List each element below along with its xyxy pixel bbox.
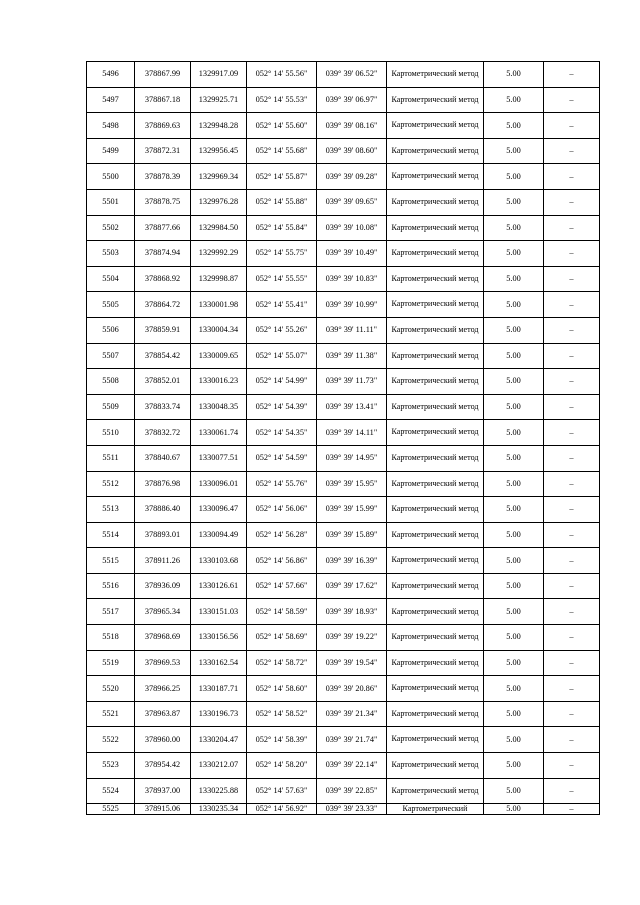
longitude-cell: 039° 39' 16.39"	[317, 548, 387, 574]
latitude-cell: 052° 14' 55.41"	[247, 292, 317, 318]
accuracy-cell: 5.00	[484, 676, 544, 702]
note-cell: –	[544, 445, 600, 471]
longitude-cell: 039° 39' 15.89"	[317, 522, 387, 548]
accuracy-cell: 5.00	[484, 164, 544, 190]
y-coordinate-cell: 1330187.71	[191, 676, 247, 702]
table-row	[87, 292, 600, 318]
x-coordinate-cell: 378936.09	[135, 573, 191, 599]
longitude-cell: 039° 39' 15.99"	[317, 497, 387, 523]
longitude-cell: 039° 39' 10.83"	[317, 266, 387, 292]
note-cell: –	[544, 599, 600, 625]
point-number-cell: 5519	[87, 650, 135, 676]
method-cell: Картометрический метод	[387, 317, 484, 343]
latitude-cell: 052° 14' 58.60"	[247, 676, 317, 702]
y-coordinate-cell: 1330048.35	[191, 394, 247, 420]
x-coordinate-cell: 378966.25	[135, 676, 191, 702]
latitude-cell: 052° 14' 54.39"	[247, 394, 317, 420]
y-coordinate-cell: 1329976.28	[191, 189, 247, 215]
table-row	[87, 113, 600, 139]
table-row	[87, 625, 600, 651]
accuracy-cell: 5.00	[484, 138, 544, 164]
x-coordinate-cell: 378969.53	[135, 650, 191, 676]
longitude-cell: 039° 39' 08.16"	[317, 113, 387, 139]
table-row	[87, 266, 600, 292]
x-coordinate-cell: 378859.91	[135, 317, 191, 343]
accuracy-cell: 5.00	[484, 87, 544, 113]
x-coordinate-cell: 378867.99	[135, 62, 191, 88]
note-cell: –	[544, 548, 600, 574]
table-row	[87, 62, 600, 88]
latitude-cell: 052° 14' 55.68"	[247, 138, 317, 164]
y-coordinate-cell: 1330077.51	[191, 445, 247, 471]
method-cell: Картометрический метод	[387, 62, 484, 88]
x-coordinate-cell: 378840.67	[135, 445, 191, 471]
y-coordinate-cell: 1330094.49	[191, 522, 247, 548]
note-cell: –	[544, 241, 600, 267]
point-number-cell: 5523	[87, 753, 135, 779]
y-coordinate-cell: 1329917.09	[191, 62, 247, 88]
latitude-cell: 052° 14' 56.92"	[247, 804, 317, 815]
y-coordinate-cell: 1330162.54	[191, 650, 247, 676]
accuracy-cell: 5.00	[484, 727, 544, 753]
table-row	[87, 650, 600, 676]
accuracy-cell: 5.00	[484, 343, 544, 369]
table-body	[87, 62, 600, 815]
point-number-cell: 5501	[87, 189, 135, 215]
y-coordinate-cell: 1330004.34	[191, 317, 247, 343]
table-row	[87, 445, 600, 471]
accuracy-cell: 5.00	[484, 778, 544, 804]
point-number-cell: 5503	[87, 241, 135, 267]
x-coordinate-cell: 378954.42	[135, 753, 191, 779]
accuracy-cell: 5.00	[484, 420, 544, 446]
longitude-cell: 039° 39' 09.65"	[317, 189, 387, 215]
accuracy-cell: 5.00	[484, 650, 544, 676]
point-number-cell: 5522	[87, 727, 135, 753]
latitude-cell: 052° 14' 58.39"	[247, 727, 317, 753]
longitude-cell: 039° 39' 22.85"	[317, 778, 387, 804]
latitude-cell: 052° 14' 55.07"	[247, 343, 317, 369]
y-coordinate-cell: 1330235.34	[191, 804, 247, 815]
y-coordinate-cell: 1330196.73	[191, 701, 247, 727]
note-cell: –	[544, 113, 600, 139]
method-cell: Картометрический	[387, 804, 484, 815]
method-cell: Картометрический метод	[387, 471, 484, 497]
point-number-cell: 5500	[87, 164, 135, 190]
longitude-cell: 039° 39' 22.14"	[317, 753, 387, 779]
method-cell: Картометрический метод	[387, 343, 484, 369]
method-cell: Картометрический метод	[387, 369, 484, 395]
x-coordinate-cell: 378854.42	[135, 343, 191, 369]
latitude-cell: 052° 14' 55.55"	[247, 266, 317, 292]
x-coordinate-cell: 378965.34	[135, 599, 191, 625]
table-row	[87, 522, 600, 548]
table-row	[87, 676, 600, 702]
y-coordinate-cell: 1329925.71	[191, 87, 247, 113]
x-coordinate-cell: 378915.06	[135, 804, 191, 815]
x-coordinate-cell: 378878.39	[135, 164, 191, 190]
point-number-cell: 5510	[87, 420, 135, 446]
latitude-cell: 052° 14' 58.52"	[247, 701, 317, 727]
table-row	[87, 804, 600, 815]
point-number-cell: 5502	[87, 215, 135, 241]
accuracy-cell: 5.00	[484, 445, 544, 471]
note-cell: –	[544, 394, 600, 420]
table-row	[87, 343, 600, 369]
note-cell: –	[544, 804, 600, 815]
accuracy-cell: 5.00	[484, 625, 544, 651]
longitude-cell: 039° 39' 15.95"	[317, 471, 387, 497]
y-coordinate-cell: 1329969.34	[191, 164, 247, 190]
x-coordinate-cell: 378886.40	[135, 497, 191, 523]
longitude-cell: 039° 39' 06.52"	[317, 62, 387, 88]
x-coordinate-cell: 378876.98	[135, 471, 191, 497]
method-cell: Картометрический метод	[387, 445, 484, 471]
note-cell: –	[544, 778, 600, 804]
method-cell: Картометрический метод	[387, 420, 484, 446]
table-row	[87, 215, 600, 241]
table-row	[87, 394, 600, 420]
x-coordinate-cell: 378877.66	[135, 215, 191, 241]
table-row	[87, 727, 600, 753]
y-coordinate-cell: 1330204.47	[191, 727, 247, 753]
note-cell: –	[544, 753, 600, 779]
table-row	[87, 164, 600, 190]
latitude-cell: 052° 14' 55.53"	[247, 87, 317, 113]
longitude-cell: 039° 39' 21.34"	[317, 701, 387, 727]
accuracy-cell: 5.00	[484, 548, 544, 574]
x-coordinate-cell: 378833.74	[135, 394, 191, 420]
note-cell: –	[544, 215, 600, 241]
y-coordinate-cell: 1330061.74	[191, 420, 247, 446]
y-coordinate-cell: 1330096.47	[191, 497, 247, 523]
latitude-cell: 052° 14' 58.20"	[247, 753, 317, 779]
y-coordinate-cell: 1330151.03	[191, 599, 247, 625]
method-cell: Картометрический метод	[387, 573, 484, 599]
latitude-cell: 052° 14' 56.06"	[247, 497, 317, 523]
longitude-cell: 039° 39' 06.97"	[317, 87, 387, 113]
longitude-cell: 039° 39' 19.54"	[317, 650, 387, 676]
table-row	[87, 573, 600, 599]
longitude-cell: 039° 39' 11.73"	[317, 369, 387, 395]
accuracy-cell: 5.00	[484, 522, 544, 548]
accuracy-cell: 5.00	[484, 804, 544, 815]
method-cell: Картометрический метод	[387, 599, 484, 625]
latitude-cell: 052° 14' 55.75"	[247, 241, 317, 267]
point-number-cell: 5505	[87, 292, 135, 318]
note-cell: –	[544, 343, 600, 369]
x-coordinate-cell: 378878.75	[135, 189, 191, 215]
accuracy-cell: 5.00	[484, 369, 544, 395]
method-cell: Картометрический метод	[387, 522, 484, 548]
x-coordinate-cell: 378874.94	[135, 241, 191, 267]
note-cell: –	[544, 317, 600, 343]
point-number-cell: 5506	[87, 317, 135, 343]
method-cell: Картометрический метод	[387, 625, 484, 651]
y-coordinate-cell: 1330096.01	[191, 471, 247, 497]
point-number-cell: 5521	[87, 701, 135, 727]
x-coordinate-cell: 378869.63	[135, 113, 191, 139]
longitude-cell: 039° 39' 23.33"	[317, 804, 387, 815]
x-coordinate-cell: 378852.01	[135, 369, 191, 395]
point-number-cell: 5518	[87, 625, 135, 651]
x-coordinate-cell: 378960.00	[135, 727, 191, 753]
longitude-cell: 039° 39' 10.99"	[317, 292, 387, 318]
y-coordinate-cell: 1330009.65	[191, 343, 247, 369]
point-number-cell: 5525	[87, 804, 135, 815]
table-row	[87, 369, 600, 395]
latitude-cell: 052° 14' 57.66"	[247, 573, 317, 599]
method-cell: Картометрический метод	[387, 394, 484, 420]
latitude-cell: 052° 14' 58.69"	[247, 625, 317, 651]
table-row	[87, 778, 600, 804]
x-coordinate-cell: 378864.72	[135, 292, 191, 318]
x-coordinate-cell: 378872.31	[135, 138, 191, 164]
latitude-cell: 052° 14' 55.84"	[247, 215, 317, 241]
note-cell: –	[544, 369, 600, 395]
x-coordinate-cell: 378968.69	[135, 625, 191, 651]
point-number-cell: 5516	[87, 573, 135, 599]
latitude-cell: 052° 14' 57.63"	[247, 778, 317, 804]
x-coordinate-cell: 378963.87	[135, 701, 191, 727]
latitude-cell: 052° 14' 55.87"	[247, 164, 317, 190]
note-cell: –	[544, 727, 600, 753]
longitude-cell: 039° 39' 21.74"	[317, 727, 387, 753]
note-cell: –	[544, 650, 600, 676]
method-cell: Картометрический метод	[387, 164, 484, 190]
method-cell: Картометрический метод	[387, 241, 484, 267]
table-row	[87, 87, 600, 113]
accuracy-cell: 5.00	[484, 266, 544, 292]
table-row	[87, 241, 600, 267]
point-number-cell: 5497	[87, 87, 135, 113]
method-cell: Картометрический метод	[387, 727, 484, 753]
latitude-cell: 052° 14' 56.28"	[247, 522, 317, 548]
table-row	[87, 701, 600, 727]
point-number-cell: 5496	[87, 62, 135, 88]
x-coordinate-cell: 378893.01	[135, 522, 191, 548]
point-number-cell: 5511	[87, 445, 135, 471]
note-cell: –	[544, 522, 600, 548]
y-coordinate-cell: 1329998.87	[191, 266, 247, 292]
longitude-cell: 039° 39' 10.08"	[317, 215, 387, 241]
note-cell: –	[544, 676, 600, 702]
accuracy-cell: 5.00	[484, 241, 544, 267]
table-row	[87, 599, 600, 625]
method-cell: Картометрический метод	[387, 113, 484, 139]
table-row	[87, 753, 600, 779]
table-row	[87, 189, 600, 215]
method-cell: Картометрический метод	[387, 189, 484, 215]
note-cell: –	[544, 625, 600, 651]
latitude-cell: 052° 14' 58.72"	[247, 650, 317, 676]
method-cell: Картометрический метод	[387, 676, 484, 702]
accuracy-cell: 5.00	[484, 292, 544, 318]
longitude-cell: 039° 39' 11.38"	[317, 343, 387, 369]
accuracy-cell: 5.00	[484, 189, 544, 215]
accuracy-cell: 5.00	[484, 753, 544, 779]
method-cell: Картометрический метод	[387, 778, 484, 804]
method-cell: Картометрический метод	[387, 215, 484, 241]
accuracy-cell: 5.00	[484, 62, 544, 88]
table-row	[87, 420, 600, 446]
longitude-cell: 039° 39' 14.95"	[317, 445, 387, 471]
longitude-cell: 039° 39' 17.62"	[317, 573, 387, 599]
x-coordinate-cell: 378868.92	[135, 266, 191, 292]
latitude-cell: 052° 14' 58.59"	[247, 599, 317, 625]
accuracy-cell: 5.00	[484, 497, 544, 523]
note-cell: –	[544, 138, 600, 164]
note-cell: –	[544, 471, 600, 497]
table-row	[87, 317, 600, 343]
latitude-cell: 052° 14' 54.59"	[247, 445, 317, 471]
point-number-cell: 5507	[87, 343, 135, 369]
latitude-cell: 052° 14' 56.86"	[247, 548, 317, 574]
accuracy-cell: 5.00	[484, 113, 544, 139]
longitude-cell: 039° 39' 09.28"	[317, 164, 387, 190]
longitude-cell: 039° 39' 18.93"	[317, 599, 387, 625]
method-cell: Картометрический метод	[387, 548, 484, 574]
latitude-cell: 052° 14' 55.76"	[247, 471, 317, 497]
y-coordinate-cell: 1329984.50	[191, 215, 247, 241]
y-coordinate-cell: 1330156.56	[191, 625, 247, 651]
method-cell: Картометрический метод	[387, 701, 484, 727]
accuracy-cell: 5.00	[484, 471, 544, 497]
accuracy-cell: 5.00	[484, 394, 544, 420]
point-number-cell: 5524	[87, 778, 135, 804]
note-cell: –	[544, 87, 600, 113]
accuracy-cell: 5.00	[484, 215, 544, 241]
coordinates-table	[86, 61, 600, 815]
longitude-cell: 039° 39' 08.60"	[317, 138, 387, 164]
note-cell: –	[544, 62, 600, 88]
method-cell: Картометрический метод	[387, 266, 484, 292]
latitude-cell: 052° 14' 54.99"	[247, 369, 317, 395]
longitude-cell: 039° 39' 20.86"	[317, 676, 387, 702]
point-number-cell: 5499	[87, 138, 135, 164]
y-coordinate-cell: 1330016.23	[191, 369, 247, 395]
point-number-cell: 5498	[87, 113, 135, 139]
method-cell: Картометрический метод	[387, 650, 484, 676]
longitude-cell: 039° 39' 14.11"	[317, 420, 387, 446]
point-number-cell: 5514	[87, 522, 135, 548]
x-coordinate-cell: 378867.18	[135, 87, 191, 113]
table-row	[87, 471, 600, 497]
note-cell: –	[544, 701, 600, 727]
y-coordinate-cell: 1329948.28	[191, 113, 247, 139]
y-coordinate-cell: 1330126.61	[191, 573, 247, 599]
latitude-cell: 052° 14' 55.60"	[247, 113, 317, 139]
x-coordinate-cell: 378832.72	[135, 420, 191, 446]
accuracy-cell: 5.00	[484, 573, 544, 599]
y-coordinate-cell: 1329992.29	[191, 241, 247, 267]
y-coordinate-cell: 1330212.07	[191, 753, 247, 779]
point-number-cell: 5508	[87, 369, 135, 395]
x-coordinate-cell: 378911.26	[135, 548, 191, 574]
point-number-cell: 5517	[87, 599, 135, 625]
latitude-cell: 052° 14' 55.56"	[247, 62, 317, 88]
y-coordinate-cell: 1330103.68	[191, 548, 247, 574]
y-coordinate-cell: 1329956.45	[191, 138, 247, 164]
longitude-cell: 039° 39' 19.22"	[317, 625, 387, 651]
accuracy-cell: 5.00	[484, 701, 544, 727]
point-number-cell: 5512	[87, 471, 135, 497]
note-cell: –	[544, 164, 600, 190]
accuracy-cell: 5.00	[484, 599, 544, 625]
y-coordinate-cell: 1330225.88	[191, 778, 247, 804]
latitude-cell: 052° 14' 54.35"	[247, 420, 317, 446]
method-cell: Картометрический метод	[387, 87, 484, 113]
method-cell: Картометрический метод	[387, 292, 484, 318]
method-cell: Картометрический метод	[387, 497, 484, 523]
note-cell: –	[544, 573, 600, 599]
note-cell: –	[544, 497, 600, 523]
method-cell: Картометрический метод	[387, 753, 484, 779]
table-row	[87, 548, 600, 574]
longitude-cell: 039° 39' 11.11"	[317, 317, 387, 343]
point-number-cell: 5509	[87, 394, 135, 420]
point-number-cell: 5513	[87, 497, 135, 523]
y-coordinate-cell: 1330001.98	[191, 292, 247, 318]
note-cell: –	[544, 266, 600, 292]
table-row	[87, 497, 600, 523]
longitude-cell: 039° 39' 10.49"	[317, 241, 387, 267]
latitude-cell: 052° 14' 55.88"	[247, 189, 317, 215]
x-coordinate-cell: 378937.00	[135, 778, 191, 804]
note-cell: –	[544, 420, 600, 446]
point-number-cell: 5515	[87, 548, 135, 574]
latitude-cell: 052° 14' 55.26"	[247, 317, 317, 343]
longitude-cell: 039° 39' 13.41"	[317, 394, 387, 420]
point-number-cell: 5504	[87, 266, 135, 292]
accuracy-cell: 5.00	[484, 317, 544, 343]
note-cell: –	[544, 292, 600, 318]
note-cell: –	[544, 189, 600, 215]
point-number-cell: 5520	[87, 676, 135, 702]
table-row	[87, 138, 600, 164]
method-cell: Картометрический метод	[387, 138, 484, 164]
